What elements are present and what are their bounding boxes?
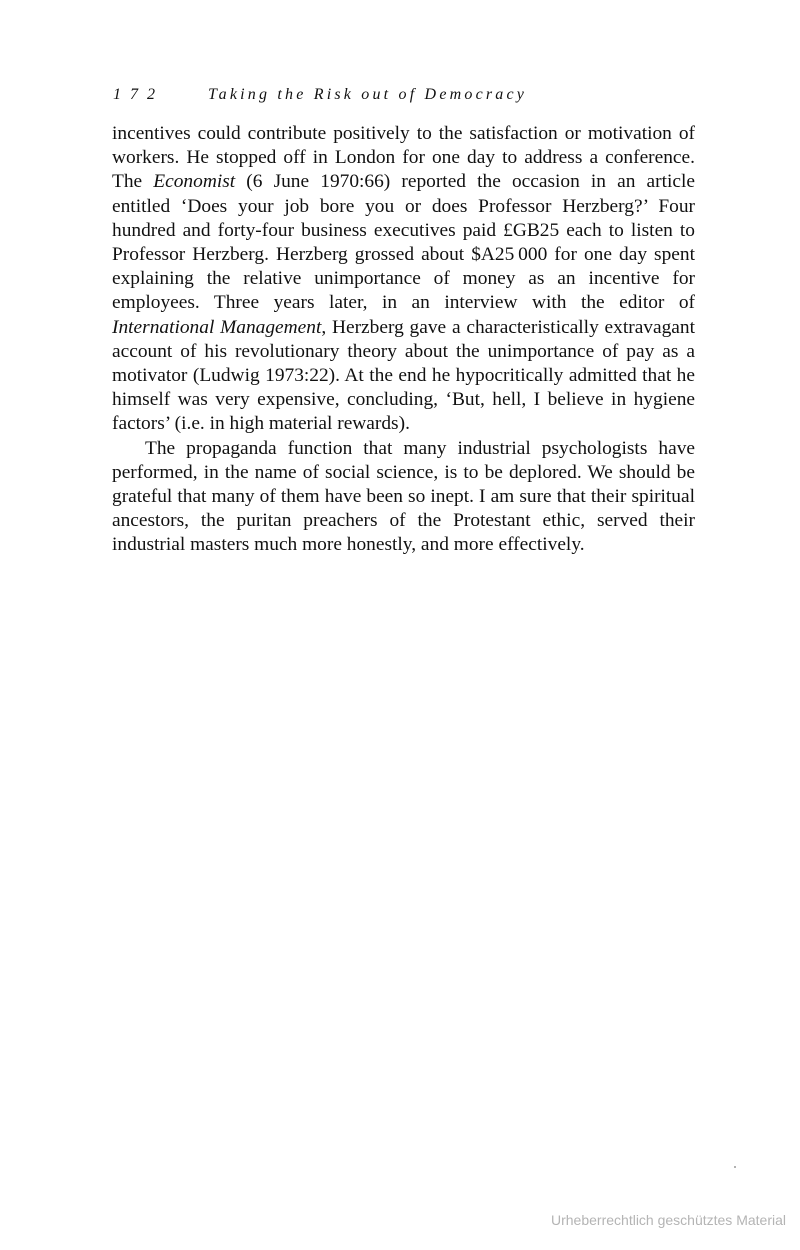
copyright-watermark: Urheberrechtlich geschütztes Material [551, 1212, 786, 1228]
paragraph-2: The propaganda function that many industrial psychologists have performed, in the name of social science, is to be deplored. We should be grateful that many of them have been so inept. I am sure that their spiritual ancestors, the puritan preachers of the Protestant ethic, served their industrial masters much more honestly, and more effectively. [112, 437, 695, 556]
scan-speck [734, 1166, 736, 1168]
paragraph-1-text-b: (6 June 1970:66) reported the occasion in an article entitled ‘Does your job bore you or does Professor Herzberg?’ Four hundred and forty-four business executives paid £GB25 each to listen to Professor Herzberg. Herzberg grossed about $A25 000 for one day spent explaining the relative unimportance of money as an incentive for employees. Three years later, in an interview with the editor of [112, 171, 695, 314]
economist-title: Economist [153, 171, 236, 193]
paragraph-1 [112, 122, 695, 437]
running-title: Taking the Risk out of Democracy [208, 86, 528, 103]
page-number: 172 [113, 86, 164, 103]
paragraph-1-text-a: incentives could contribute positively to the satisfaction or motivation of workers. He stopped off in London for one day to address a conference. The [112, 123, 695, 193]
body-text [112, 122, 695, 558]
paragraph-1-text-c: , Herzberg gave a characteristically extravagant account of his revolutionary theory about the unimportance of pay as a motivator (Ludwig 1973:22). At the end he hypocritically admitted that he himself was very expensive, concluding, ‘But, hell, I believe in hygiene factors’ (i.e. in high material rewards). [112, 316, 695, 435]
running-header [113, 86, 527, 104]
international-management-title: International Management [112, 316, 322, 338]
